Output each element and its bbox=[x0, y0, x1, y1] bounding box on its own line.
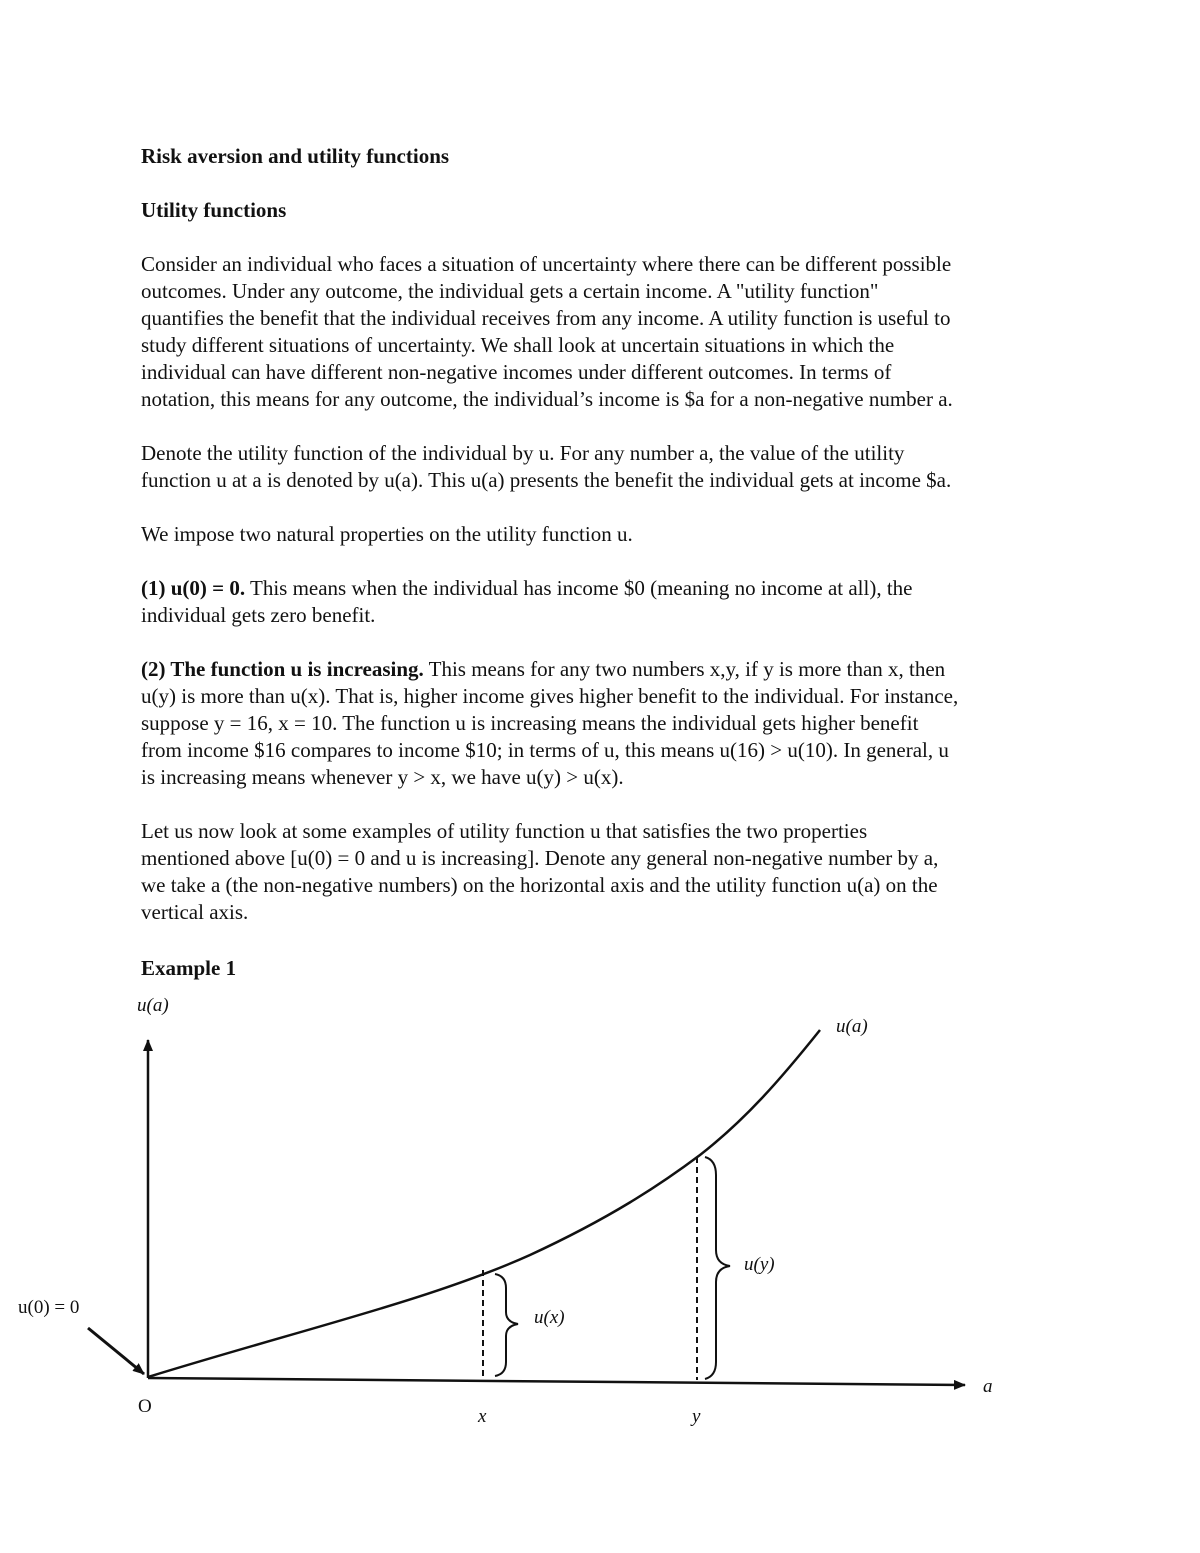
horizontal-axis bbox=[148, 1378, 965, 1385]
text-line: from income $16 compares to income $10; in terms of u, this means u(16) > u(10). In general, u bbox=[141, 738, 949, 762]
text-line: Let us now look at some examples of utility function u that satisfies the two properties bbox=[141, 819, 868, 843]
text-line: we take a (the non-negative numbers) on the horizontal axis and the utility function u(a) on the bbox=[141, 873, 938, 897]
y-tick-label: y bbox=[692, 1406, 701, 1427]
x-axis-label: a bbox=[983, 1376, 993, 1397]
curve-label: u(a) bbox=[836, 1016, 868, 1037]
brace-uy-label: u(y) bbox=[744, 1254, 775, 1275]
text-line: individual can have different non-negative incomes under different outcomes. In terms of bbox=[141, 360, 892, 384]
brace-uy bbox=[705, 1157, 730, 1379]
text-line: notation, this means for any outcome, the individual’s income is $a for a non-negative number a. bbox=[141, 387, 953, 411]
text-line: vertical axis. bbox=[141, 900, 249, 924]
text-line: quantifies the benefit that the individual receives from any income. A utility function is useful to bbox=[141, 306, 951, 330]
text-line: individual gets zero benefit. bbox=[141, 603, 376, 627]
text-line: suppose y = 16, x = 10. The function u is increasing means the individual gets higher benefit bbox=[141, 711, 919, 735]
text-line: is increasing means whenever y > x, we have u(y) > u(x). bbox=[141, 765, 624, 789]
text-line: Denote the utility function of the individual by u. For any number a, the value of the utility bbox=[141, 441, 905, 465]
property-2-label: (2) The function u is increasing. bbox=[141, 657, 424, 681]
text-line: Consider an individual who faces a situation of uncertainty where there can be different possible bbox=[141, 252, 952, 276]
section-heading: Utility functions bbox=[141, 198, 287, 222]
x-tick-label: x bbox=[478, 1406, 487, 1427]
y-axis-label: u(a) bbox=[137, 995, 169, 1016]
text-line: function u at a is denoted by u(a). This u(a) presents the benefit the individual gets at income $a. bbox=[141, 468, 952, 492]
document-title: Risk aversion and utility functions bbox=[141, 144, 450, 168]
text-line: u(y) is more than u(x). That is, higher income gives higher benefit to the individual. For instance, bbox=[141, 684, 959, 708]
property-2-text: This means for any two numbers x,y, if y is more than x, then bbox=[423, 657, 946, 681]
text-line: outcomes. Under any outcome, the individual gets a certain income. A "utility function" bbox=[141, 279, 879, 303]
origin-pointer-arrow bbox=[88, 1328, 144, 1374]
text-line: We impose two natural properties on the utility function u. bbox=[141, 522, 633, 546]
origin-label: O bbox=[138, 1396, 152, 1417]
example-heading: Example 1 bbox=[141, 956, 237, 980]
property-1-text: This means when the individual has income $0 (meaning no income at all), the bbox=[245, 576, 913, 600]
property-1-label: (1) u(0) = 0. bbox=[141, 576, 246, 600]
text-line: mentioned above [u(0) = 0 and u is increasing]. Denote any general non-negative number by a, bbox=[141, 846, 939, 870]
brace-ux bbox=[495, 1274, 518, 1376]
brace-ux-label: u(x) bbox=[534, 1307, 565, 1328]
text-line: study different situations of uncertainty. We shall look at uncertain situations in which the bbox=[141, 333, 895, 357]
origin-note: u(0) = 0 bbox=[18, 1297, 80, 1318]
